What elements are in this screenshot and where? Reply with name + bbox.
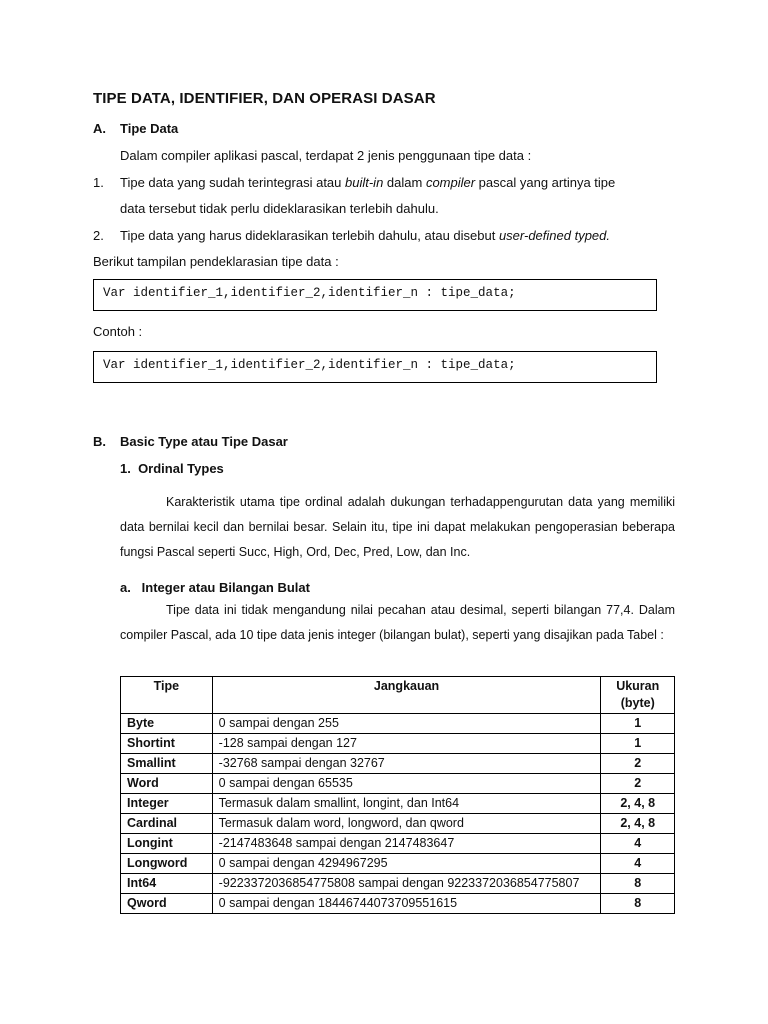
table-row bbox=[121, 714, 675, 734]
cell-type: Cardinal bbox=[121, 814, 213, 834]
cell-size: 2, 4, 8 bbox=[601, 794, 675, 814]
cell-range: -2147483648 sampai dengan 2147483647 bbox=[212, 834, 601, 854]
cell-range: -9223372036854775808 sampai dengan 9223372036854775807 bbox=[212, 874, 601, 894]
ordinal-description: Karakteristik utama tipe ordinal adalah dukungan terhadappengurutan data yang memiliki data bernilai kecil dan bernilai besar. Selain itu, tipe ini dapat melakukan pengoperasian beberapa fungsi Pascal seperti Succ, High, Ord, Dec, Pred, Low, dan Inc. bbox=[120, 495, 675, 559]
integer-heading: a. Integer atau Bilangan Bulat bbox=[120, 580, 310, 595]
cell-type: Int64 bbox=[121, 874, 213, 894]
code-box-declaration bbox=[93, 279, 657, 311]
section-b-heading: Basic Type atau Tipe Dasar bbox=[120, 434, 288, 449]
cell-type: Byte bbox=[121, 714, 213, 734]
cell-range: Termasuk dalam word, longword, dan qword bbox=[212, 814, 601, 834]
code-box-example bbox=[93, 351, 657, 383]
ordinal-types-heading: 1. Ordinal Types bbox=[120, 461, 224, 476]
cell-type: Longword bbox=[121, 854, 213, 874]
cell-range: -32768 sampai dengan 32767 bbox=[212, 754, 601, 774]
table-row bbox=[121, 734, 675, 754]
section-b-marker: B. bbox=[93, 434, 106, 449]
cell-range: 0 sampai dengan 18446744073709551615 bbox=[212, 894, 601, 914]
cell-type: Word bbox=[121, 774, 213, 794]
cell-size: 8 bbox=[601, 874, 675, 894]
cell-type: Shortint bbox=[121, 734, 213, 754]
table-header-row bbox=[121, 677, 675, 714]
section-a-intro: Dalam compiler aplikasi pascal, terdapat 2 jenis penggunaan tipe data : bbox=[120, 148, 532, 163]
section-a-marker: A. bbox=[93, 121, 106, 136]
header-jangkauan: Jangkauan bbox=[212, 677, 601, 714]
table-row bbox=[121, 834, 675, 854]
cell-type: Integer bbox=[121, 794, 213, 814]
cell-size: 1 bbox=[601, 734, 675, 754]
integer-description: Tipe data ini tidak mengandung nilai pecahan atau desimal, seperti bilangan 77,4. Dalam compiler Pascal, ada 10 tipe data jenis integer (bilangan bulat), seperti yang disajikan pada Tabel : bbox=[120, 603, 675, 642]
section-a-heading: Tipe Data bbox=[120, 121, 179, 136]
item-1-line2: data tersebut tidak perlu dideklarasikan terlebih dahulu. bbox=[120, 201, 439, 216]
item-1-line1: Tipe data yang sudah terintegrasi atau built-in dalam compiler pascal yang artinya tipe bbox=[120, 175, 616, 190]
cell-size: 4 bbox=[601, 854, 675, 874]
table-row bbox=[121, 854, 675, 874]
item-1-marker: 1. bbox=[93, 175, 104, 190]
cell-size: 4 bbox=[601, 834, 675, 854]
cell-size: 2, 4, 8 bbox=[601, 814, 675, 834]
cell-type: Qword bbox=[121, 894, 213, 914]
table-row bbox=[121, 814, 675, 834]
cell-range: 0 sampai dengan 65535 bbox=[212, 774, 601, 794]
cell-size: 8 bbox=[601, 894, 675, 914]
item-2-line1: Tipe data yang harus dideklarasikan terlebih dahulu, atau disebut user-defined typed. bbox=[120, 228, 610, 243]
declaration-label: Berikut tampilan pendeklarasian tipe data : bbox=[93, 254, 339, 269]
cell-range: 0 sampai dengan 4294967295 bbox=[212, 854, 601, 874]
example-label: Contoh : bbox=[93, 324, 143, 339]
header-ukuran: Ukuran (byte) bbox=[601, 677, 675, 714]
code-declaration: Var identifier_1,identifier_2,identifier_n : tipe_data; bbox=[103, 286, 516, 300]
cell-size: 2 bbox=[601, 754, 675, 774]
cell-range: -128 sampai dengan 127 bbox=[212, 734, 601, 754]
cell-size: 1 bbox=[601, 714, 675, 734]
table-row bbox=[121, 874, 675, 894]
table-row bbox=[121, 894, 675, 914]
cell-size: 2 bbox=[601, 774, 675, 794]
item-2-marker: 2. bbox=[93, 228, 104, 243]
page-title: TIPE DATA, IDENTIFIER, DAN OPERASI DASAR bbox=[93, 90, 436, 107]
cell-range: Termasuk dalam smallint, longint, dan Int64 bbox=[212, 794, 601, 814]
header-tipe: Tipe bbox=[121, 677, 213, 714]
table-row bbox=[121, 794, 675, 814]
integer-types-table bbox=[120, 676, 675, 914]
table-row bbox=[121, 774, 675, 794]
cell-type: Longint bbox=[121, 834, 213, 854]
table-row bbox=[121, 754, 675, 774]
cell-type: Smallint bbox=[121, 754, 213, 774]
cell-range: 0 sampai dengan 255 bbox=[212, 714, 601, 734]
code-example: Var identifier_1,identifier_2,identifier_n : tipe_data; bbox=[103, 358, 516, 372]
